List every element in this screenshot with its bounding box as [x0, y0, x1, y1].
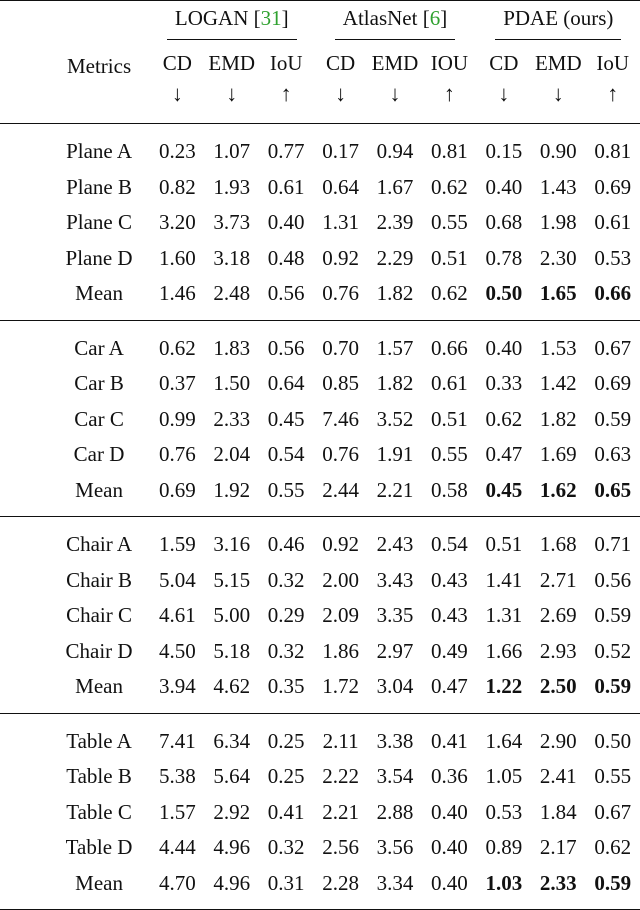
value-cell: 1.57 [158, 799, 196, 824]
row-label: Car A [74, 335, 124, 360]
value-cell: 1.07 [213, 139, 251, 164]
value-cell: 0.92 [322, 532, 359, 557]
value-cell: 0.63 [594, 442, 632, 467]
value-cell: 0.99 [158, 406, 196, 431]
value-cell: 0.64 [322, 174, 359, 199]
value-cell: 0.71 [594, 532, 632, 557]
value-cell: 0.40 [267, 210, 305, 235]
value-cell: 2.69 [539, 603, 577, 628]
value-cell: 3.43 [376, 567, 414, 592]
metric-name: EMD [208, 50, 256, 75]
value-cell: 0.17 [322, 139, 359, 164]
up-arrow-icon: ↑ [443, 81, 455, 106]
value-cell: 5.38 [158, 764, 196, 789]
table-row [0, 205, 640, 241]
value-cell: 2.88 [376, 799, 414, 824]
value-cell: 0.25 [267, 728, 305, 753]
value-cell: 1.50 [213, 371, 251, 396]
value-cell: 0.90 [539, 139, 577, 164]
value-cell: 1.82 [376, 371, 414, 396]
row-label: Car D [73, 442, 125, 467]
method-header-atlasnet [313, 1, 476, 46]
metrics-label: Metrics [66, 54, 132, 78]
value-cell: 0.55 [594, 764, 632, 789]
row-label: Plane C [66, 210, 133, 235]
value-cell: 4.96 [213, 835, 251, 860]
value-cell: 3.18 [213, 245, 251, 270]
method-name-suffix: ] [440, 6, 448, 30]
value-cell: 0.85 [322, 371, 359, 396]
value-cell: 4.50 [158, 638, 196, 663]
table-row [0, 437, 640, 473]
value-cell: 0.50 [594, 728, 632, 753]
value-cell: 1.98 [539, 210, 577, 235]
table-row [0, 170, 640, 206]
value-cell: 5.04 [158, 567, 196, 592]
table-row [0, 598, 640, 634]
value-cell: 0.43 [431, 567, 468, 592]
value-cell: 0.46 [267, 532, 305, 557]
row-label: Plane D [65, 245, 133, 270]
row-label: Mean [75, 477, 123, 502]
value-cell: 4.96 [213, 870, 251, 895]
value-cell: 0.54 [267, 442, 305, 467]
value-cell: 2.04 [213, 442, 251, 467]
method-name-text: AtlasNet [ [342, 6, 430, 30]
table-row [0, 563, 640, 599]
value-cell: 0.32 [267, 638, 305, 663]
down-arrow-icon: ↓ [498, 81, 510, 106]
value-cell: 2.33 [539, 870, 577, 895]
value-cell: 0.69 [594, 174, 632, 199]
value-cell: 0.62 [431, 174, 468, 199]
value-cell: 0.43 [431, 603, 468, 628]
value-cell: 0.25 [267, 764, 305, 789]
value-cell: 2.11 [322, 728, 359, 753]
value-cell: 0.32 [267, 567, 305, 592]
value-cell: 3.35 [376, 603, 414, 628]
value-cell: 0.51 [431, 245, 468, 270]
value-cell: 1.53 [539, 335, 577, 360]
value-cell: 0.92 [322, 245, 359, 270]
value-cell: 1.67 [376, 174, 414, 199]
value-cell: 0.32 [267, 835, 305, 860]
value-cell: 1.69 [539, 442, 577, 467]
mean-row [0, 276, 640, 320]
value-cell: 0.62 [158, 335, 196, 360]
method-header-logan [150, 1, 313, 46]
value-cell: 1.82 [539, 406, 577, 431]
value-cell: 0.67 [594, 799, 632, 824]
value-cell: 4.70 [158, 870, 196, 895]
value-cell: 0.55 [267, 477, 305, 502]
citation-link[interactable]: 31 [260, 6, 282, 30]
value-cell: 1.05 [485, 764, 523, 789]
value-cell: 1.59 [158, 532, 196, 557]
value-cell: 0.59 [594, 674, 632, 699]
value-cell: 6.34 [213, 728, 251, 753]
value-cell: 1.92 [213, 477, 251, 502]
value-cell: 0.41 [267, 799, 305, 824]
row-label: Table D [65, 835, 133, 860]
value-cell: 0.23 [158, 139, 196, 164]
row-label: Chair B [66, 567, 133, 592]
value-cell: 2.41 [539, 764, 577, 789]
value-cell: 1.83 [213, 335, 251, 360]
metric-name: EMD [534, 50, 582, 75]
value-cell: 0.81 [431, 139, 468, 164]
value-cell: 3.56 [376, 835, 414, 860]
value-cell: 1.31 [322, 210, 359, 235]
value-cell: 0.29 [267, 603, 305, 628]
row-label: Plane A [66, 139, 133, 164]
down-arrow-icon: ↓ [552, 81, 564, 106]
mean-row [0, 473, 640, 517]
value-cell: 0.59 [594, 870, 632, 895]
value-cell: 5.64 [213, 764, 251, 789]
value-cell: 1.65 [539, 281, 577, 306]
method-name-text: LOGAN [ [174, 6, 261, 30]
value-cell: 0.47 [485, 442, 523, 467]
value-cell: 1.91 [376, 442, 414, 467]
value-cell: 0.56 [267, 281, 305, 306]
value-cell: 0.40 [485, 174, 523, 199]
value-cell: 0.82 [158, 174, 196, 199]
value-cell: 2.30 [539, 245, 577, 270]
value-cell: 1.03 [485, 870, 523, 895]
value-cell: 0.51 [485, 532, 523, 557]
value-cell: 2.21 [376, 477, 414, 502]
value-cell: 1.68 [539, 532, 577, 557]
value-cell: 2.71 [539, 567, 577, 592]
method-name-text: PDAE (ours) [503, 6, 614, 30]
value-cell: 1.31 [485, 603, 523, 628]
value-cell: 2.97 [376, 638, 414, 663]
row-label: Car B [74, 371, 124, 396]
method-header-pdae [477, 1, 640, 46]
value-cell: 0.62 [485, 406, 523, 431]
method-name [167, 6, 297, 40]
value-cell: 0.94 [376, 139, 414, 164]
value-cell: 0.55 [431, 442, 468, 467]
value-cell: 0.64 [267, 371, 305, 396]
value-cell: 0.50 [485, 281, 523, 306]
value-cell: 3.52 [376, 406, 414, 431]
mean-row [0, 669, 640, 713]
value-cell: 0.58 [431, 477, 468, 502]
value-cell: 0.33 [485, 371, 523, 396]
up-arrow-icon: ↑ [607, 81, 619, 106]
value-cell: 0.76 [158, 442, 196, 467]
value-cell: 1.22 [485, 674, 523, 699]
value-cell: 0.61 [267, 174, 305, 199]
table-row [0, 713, 640, 759]
value-cell: 2.43 [376, 532, 414, 557]
metric-name: CD [162, 50, 192, 75]
value-cell: 2.48 [213, 281, 251, 306]
value-cell: 1.60 [158, 245, 196, 270]
table-row [0, 124, 640, 170]
method-name [495, 6, 621, 40]
metric-name: EMD [371, 50, 419, 75]
value-cell: 3.54 [376, 764, 414, 789]
row-label: Plane B [66, 174, 133, 199]
value-cell: 2.28 [322, 870, 359, 895]
row-label: Mean [75, 281, 123, 306]
value-cell: 0.59 [594, 406, 632, 431]
value-cell: 0.53 [485, 799, 523, 824]
value-cell: 1.86 [322, 638, 359, 663]
value-cell: 1.64 [485, 728, 523, 753]
down-arrow-icon: ↓ [389, 81, 401, 106]
value-cell: 7.46 [322, 406, 359, 431]
value-cell: 2.56 [322, 835, 359, 860]
metric-name: CD [325, 50, 356, 75]
value-cell: 0.47 [431, 674, 468, 699]
value-cell: 0.69 [158, 477, 196, 502]
value-cell: 0.81 [594, 139, 632, 164]
value-cell: 0.66 [594, 281, 632, 306]
value-cell: 2.50 [539, 674, 577, 699]
value-cell: 0.54 [431, 532, 468, 557]
value-cell: 4.62 [213, 674, 251, 699]
table-row [0, 830, 640, 866]
row-label: Table B [66, 764, 132, 789]
value-cell: 2.92 [213, 799, 251, 824]
value-cell: 2.29 [376, 245, 414, 270]
value-cell: 5.18 [213, 638, 251, 663]
value-cell: 1.43 [539, 174, 577, 199]
table-row [0, 634, 640, 670]
method-header-row [0, 1, 640, 46]
row-label: Car C [74, 406, 124, 431]
table-row [0, 517, 640, 563]
down-arrow-icon: ↓ [226, 81, 238, 106]
table-row [0, 320, 640, 366]
row-label: Chair C [66, 603, 133, 628]
row-label: Table A [66, 728, 132, 753]
value-cell: 0.76 [322, 442, 359, 467]
value-cell: 1.57 [376, 335, 414, 360]
value-cell: 0.49 [431, 638, 468, 663]
value-cell: 1.93 [213, 174, 251, 199]
row-label: Mean [75, 870, 123, 895]
table-row [0, 795, 640, 831]
value-cell: 1.41 [485, 567, 523, 592]
arrow-blank-cell [0, 81, 150, 124]
value-cell: 0.89 [485, 835, 523, 860]
value-cell: 0.68 [485, 210, 523, 235]
value-cell: 3.34 [376, 870, 414, 895]
metric-name-row [0, 45, 640, 81]
value-cell: 0.70 [322, 335, 359, 360]
value-cell: 2.22 [322, 764, 359, 789]
value-cell: 0.77 [267, 139, 305, 164]
value-cell: 0.61 [594, 210, 632, 235]
metric-name: IoU [269, 50, 303, 75]
metric-name: IoU [596, 50, 630, 75]
value-cell: 0.52 [594, 638, 632, 663]
value-cell: 3.20 [158, 210, 196, 235]
results-table-body [0, 124, 640, 910]
value-cell: 2.39 [376, 210, 414, 235]
value-cell: 7.41 [158, 728, 196, 753]
method-name [335, 6, 455, 40]
value-cell: 4.44 [158, 835, 196, 860]
value-cell: 2.44 [322, 477, 359, 502]
value-cell: 3.73 [213, 210, 251, 235]
metric-name: IOU [430, 50, 469, 75]
table-row [0, 366, 640, 402]
value-cell: 0.37 [158, 371, 196, 396]
value-cell: 3.04 [376, 674, 414, 699]
value-cell: 1.46 [158, 281, 196, 306]
value-cell: 0.51 [431, 406, 468, 431]
value-cell: 2.00 [322, 567, 359, 592]
value-cell: 0.55 [431, 210, 468, 235]
down-arrow-icon: ↓ [335, 81, 347, 106]
header-blank-cell [0, 1, 150, 46]
row-label: Chair A [66, 532, 133, 557]
row-label: Chair D [65, 638, 133, 663]
value-cell: 0.35 [267, 674, 305, 699]
method-name-suffix: ] [281, 6, 289, 30]
table-row [0, 759, 640, 795]
value-cell: 0.56 [267, 335, 305, 360]
value-cell: 0.48 [267, 245, 305, 270]
value-cell: 2.33 [213, 406, 251, 431]
value-cell: 0.40 [431, 835, 468, 860]
value-cell: 3.94 [158, 674, 196, 699]
value-cell: 4.61 [158, 603, 196, 628]
value-cell: 2.21 [322, 799, 359, 824]
value-cell: 0.65 [594, 477, 632, 502]
value-cell: 1.82 [376, 281, 414, 306]
value-cell: 0.31 [267, 870, 305, 895]
value-cell: 0.56 [594, 567, 632, 592]
value-cell: 5.00 [213, 603, 251, 628]
table-row [0, 402, 640, 438]
row-label: Mean [75, 674, 123, 699]
value-cell: 0.45 [485, 477, 523, 502]
value-cell: 0.40 [431, 799, 468, 824]
value-cell: 0.78 [485, 245, 523, 270]
value-cell: 2.90 [539, 728, 577, 753]
value-cell: 1.66 [485, 638, 523, 663]
value-cell: 2.93 [539, 638, 577, 663]
value-cell: 1.84 [539, 799, 577, 824]
value-cell: 0.59 [594, 603, 632, 628]
value-cell: 0.67 [594, 335, 632, 360]
down-arrow-icon: ↓ [171, 81, 183, 106]
mean-row [0, 866, 640, 910]
value-cell: 0.61 [431, 371, 468, 396]
value-cell: 3.16 [213, 532, 251, 557]
value-cell: 0.53 [594, 245, 632, 270]
value-cell: 0.62 [594, 835, 632, 860]
value-cell: 0.36 [431, 764, 468, 789]
value-cell: 0.69 [594, 371, 632, 396]
value-cell: 0.40 [485, 335, 523, 360]
value-cell: 1.72 [322, 674, 359, 699]
value-cell: 0.76 [322, 281, 359, 306]
up-arrow-icon: ↑ [280, 81, 292, 106]
row-label: Table C [66, 799, 132, 824]
value-cell: 0.40 [431, 870, 468, 895]
citation-link[interactable]: 6 [429, 6, 441, 30]
value-cell: 1.62 [539, 477, 577, 502]
metric-direction-row [0, 81, 640, 124]
value-cell: 0.15 [485, 139, 523, 164]
value-cell: 0.41 [431, 728, 468, 753]
value-cell: 5.15 [213, 567, 251, 592]
value-cell: 0.62 [431, 281, 468, 306]
value-cell: 3.38 [376, 728, 414, 753]
value-cell: 2.09 [322, 603, 359, 628]
value-cell: 1.42 [539, 371, 577, 396]
metric-name: CD [489, 50, 519, 75]
table-row [0, 241, 640, 277]
value-cell: 2.17 [539, 835, 577, 860]
value-cell: 0.45 [267, 406, 305, 431]
value-cell: 0.66 [431, 335, 468, 360]
